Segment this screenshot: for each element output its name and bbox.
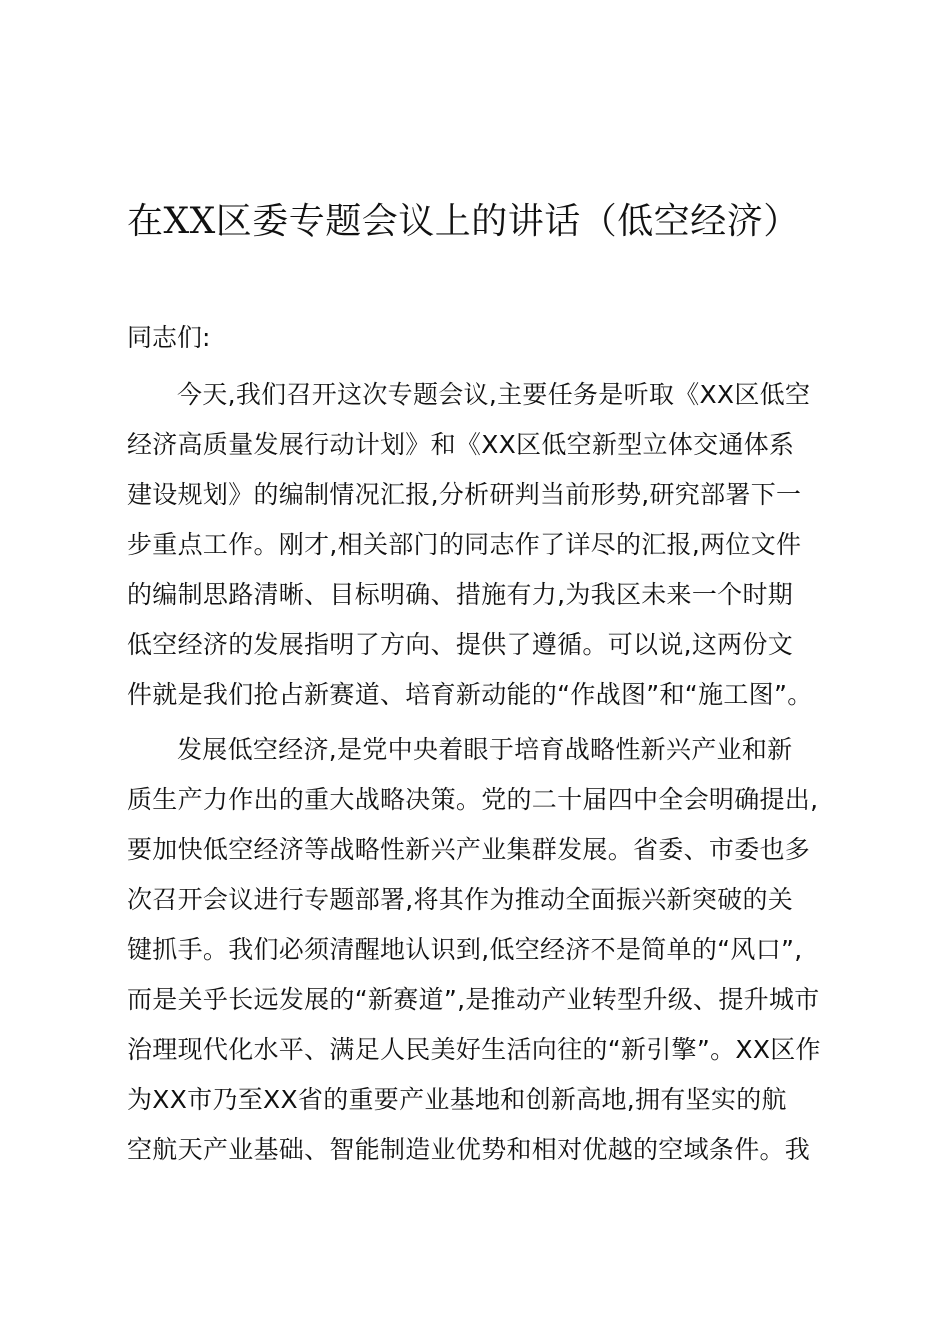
paragraph-line: 键抓手。我们必须清醒地认识到,低空经济不是简单的“风口”, [127,935,803,964]
paragraph-line: 次召开会议进行专题部署,将其作为推动全面振兴新突破的关 [127,885,794,914]
paragraph-line: 的编制思路清晰、目标明确、措施有力,为我区未来一个时期 [127,580,794,609]
paragraph-line: 为XX市乃至XX省的重要产业基地和创新高地,拥有坚实的航 [127,1085,787,1114]
paragraph-line: 经济高质量发展行动计划》和《XX区低空新型立体交通体系 [127,430,795,459]
paragraph-2 [127,725,827,1175]
paragraph-1 [127,370,827,720]
paragraph-line: 今天,我们召开这次专题会议,主要任务是听取《XX区低空 [177,380,811,409]
salutation: 同志们: [127,323,211,352]
paragraph-line: 而是关乎长远发展的“新赛道”,是推动产业转型升级、提升城市 [127,985,820,1014]
paragraph-line: 空航天产业基础、智能制造业优势和相对优越的空域条件。我 [127,1135,811,1164]
paragraph-line: 建设规划》的编制情况汇报,分析研判当前形势,研究部署下一 [127,480,802,509]
document-title: 在XX区委专题会议上的讲话（低空经济） [127,201,800,242]
paragraph-line: 发展低空经济,是党中央着眼于培育战略性新兴产业和新 [177,735,793,764]
paragraph-line: 低空经济的发展指明了方向、提供了遵循。可以说,这两份文 [127,630,794,659]
paragraph-line: 步重点工作。刚才,相关部门的同志作了详尽的汇报,两位文件 [127,530,802,559]
paragraph-line: 件就是我们抢占新赛道、培育新动能的“作战图”和“施工图”。 [127,680,813,709]
paragraph-line: 要加快低空经济等战略性新兴产业集群发展。省委、市委也多 [127,835,811,864]
paragraph-line: 治理现代化水平、满足人民美好生活向往的“新引擎”。XX区作 [127,1035,821,1064]
paragraph-line: 质生产力作出的重大战略决策。党的二十届四中全会明确提出, [127,785,819,814]
